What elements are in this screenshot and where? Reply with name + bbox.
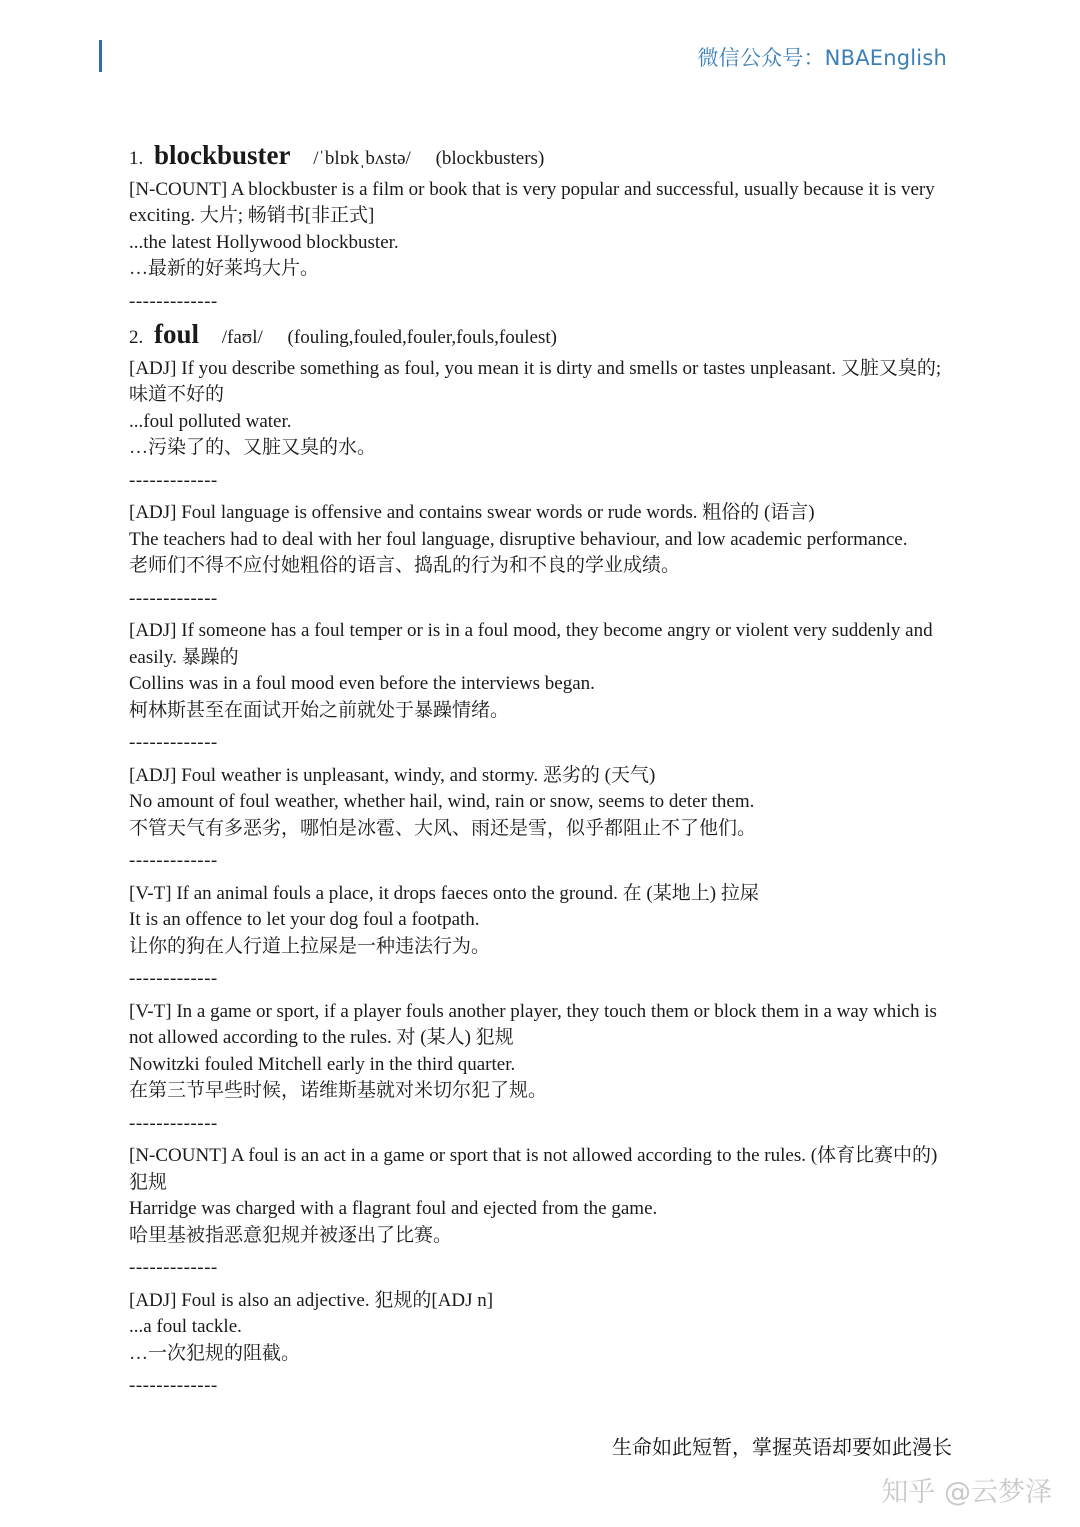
entry-number: 2. <box>129 327 144 348</box>
example-en: Nowitzki fouled Mitchell early in the third quarter. <box>129 1053 516 1075</box>
example-zh: 不管天气有多恶劣，哪怕是冰雹、大风、雨还是雪，似乎都阻止不了他们。 <box>129 817 757 839</box>
separator: ------------- <box>129 469 218 491</box>
phonetic: /faʊl/ <box>221 327 263 348</box>
header-title: 微信公众号：NBAEnglish <box>697 46 947 70</box>
sense <box>129 763 959 843</box>
separator: ------------- <box>129 1112 218 1134</box>
word-forms: (blockbusters) <box>435 148 545 169</box>
separator: ------------- <box>129 1375 218 1396</box>
definition: [V-T] In a game or sport, if a player fouls another player, they touch them or block them in a way which is not allowed according to the rules. 对 (某人) 犯规 <box>129 1000 937 1048</box>
separator: ------------- <box>129 290 218 312</box>
sense <box>129 881 959 961</box>
headword-line <box>129 142 959 173</box>
footer-slogan: 生命如此短暂，掌握英语却要如此漫长 <box>612 1435 952 1459</box>
separator: ------------- <box>129 587 218 609</box>
definition: [N-COUNT] A foul is an act in a game or sport that is not allowed according to the rules. (体育比赛中的) 犯规 <box>129 1145 938 1193</box>
sense <box>129 177 959 283</box>
separator: ------------- <box>129 732 218 753</box>
example-zh: 哈里基被指恶意犯规并被逐出了比赛。 <box>129 1224 453 1246</box>
definition: [ADJ] If you describe something as foul, you mean it is dirty and smells or tastes unpleasant. 又脏又臭的; 味道不好的 <box>129 357 942 405</box>
separator: ------------- <box>129 968 218 989</box>
example-zh: …一次犯规的阻截。 <box>129 1342 301 1364</box>
example-en: Harridge was charged with a flagrant foul and ejected from the game. <box>129 1198 658 1219</box>
example-en: It is an offence to let your dog foul a footpath. <box>129 909 480 930</box>
entry-number: 1. <box>129 148 144 169</box>
example-en: ...the latest Hollywood blockbuster. <box>129 231 399 253</box>
sense <box>129 999 959 1105</box>
sense <box>129 500 959 580</box>
entry-blockbuster <box>129 142 959 283</box>
sense <box>129 356 959 462</box>
definition: [V-T] If an animal fouls a place, it drops faeces onto the ground. 在 (某地上) 拉屎 <box>129 882 759 904</box>
sense <box>129 618 959 724</box>
example-zh: …最新的好莱坞大片。 <box>129 258 320 279</box>
example-en: Collins was in a foul mood even before the interviews began. <box>129 673 595 694</box>
definition: [ADJ] Foul is also an adjective. 犯规的[ADJ n] <box>129 1289 494 1311</box>
phonetic: /ˈblɒkˌbʌstə/ <box>313 148 411 169</box>
definition: [ADJ] Foul weather is unpleasant, windy, and stormy. 恶劣的 (天气) <box>129 764 656 786</box>
definition: [N-COUNT] A blockbuster is a film or book that is very popular and successful, usually because it is very exciting. 大片; 畅销书[非正式] <box>129 178 935 226</box>
headword-line <box>129 321 959 352</box>
example-en: No amount of foul weather, whether hail, wind, rain or snow, seems to deter them. <box>129 791 755 812</box>
example-en: ...a foul tackle. <box>129 1316 242 1337</box>
example-en: ...foul polluted water. <box>129 410 292 432</box>
example-zh: 让你的狗在人行道上拉屎是一种违法行为。 <box>129 935 491 957</box>
entry-foul <box>129 321 959 1400</box>
word-forms: (fouling,fouled,fouler,fouls,foulest) <box>287 327 557 348</box>
headword: foul <box>154 319 200 349</box>
dictionary-content <box>129 142 959 1406</box>
example-zh: …污染了的、又脏又臭的水。 <box>129 437 377 458</box>
header-accent-bar <box>99 40 102 72</box>
zhihu-watermark: 知乎 @云梦泽 <box>881 1477 1052 1508</box>
definition: [ADJ] If someone has a foul temper or is in a foul mood, they become angry or violent very suddenly and easily. 暴躁的 <box>129 620 933 668</box>
example-zh: 柯林斯甚至在面试开始之前就处于暴躁情绪。 <box>129 699 510 721</box>
separator: ------------- <box>129 850 218 871</box>
example-zh: 老师们不得不应付她粗俗的语言、捣乱的行为和不良的学业成绩。 <box>129 555 681 576</box>
headword: blockbuster <box>154 140 291 170</box>
example-zh: 在第三节早些时候，诺维斯基就对米切尔犯了规。 <box>129 1080 548 1101</box>
example-en: The teachers had to deal with her foul language, disruptive behaviour, and low academic performance. <box>129 528 908 550</box>
definition: [ADJ] Foul language is offensive and contains swear words or rude words. 粗俗的 (语言) <box>129 502 815 523</box>
sense <box>129 1288 959 1368</box>
sense <box>129 1143 959 1249</box>
separator: ------------- <box>129 1257 218 1278</box>
